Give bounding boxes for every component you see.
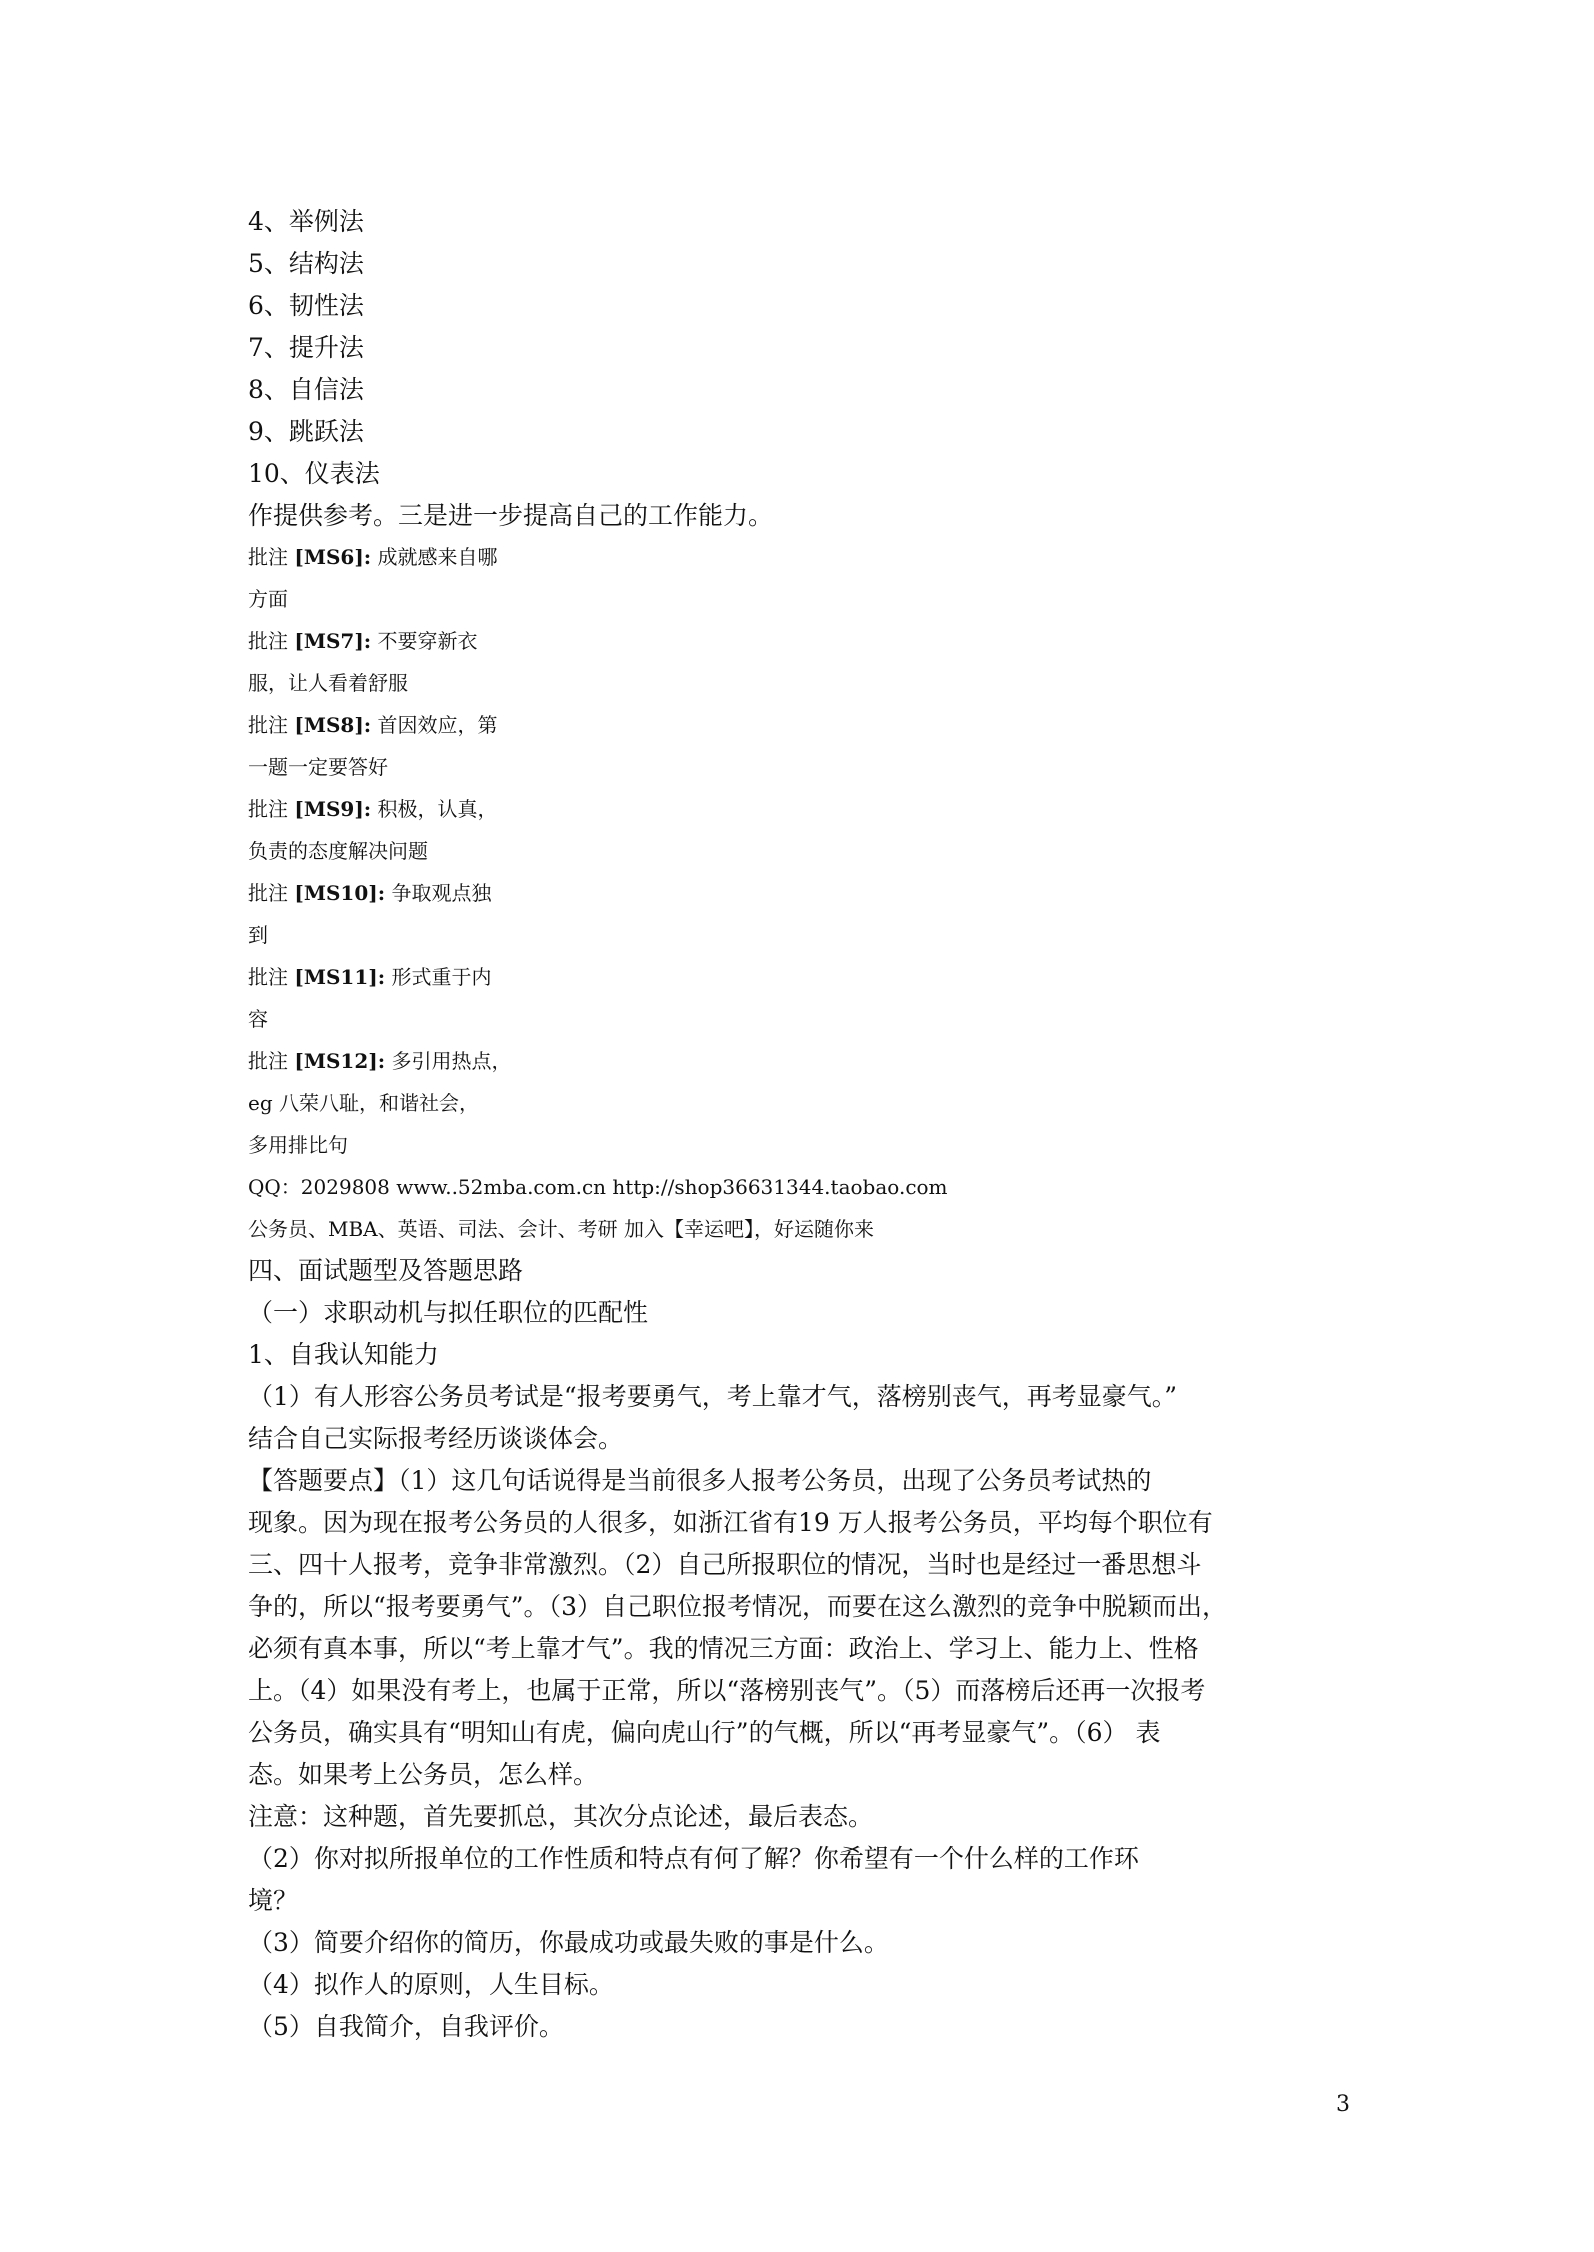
subsection-heading: （一）求职动机与拟任职位的匹配性 (248, 1298, 649, 1327)
paragraph-line: （1）有人形容公务员考试是“报考要勇气，考上靠才气，落榜别丧气，再考显豪气。” (248, 1382, 1177, 1411)
comment-ms8 (248, 709, 498, 738)
intro-tail-text: 作提供参考。三是进一步提高自己的工作能力。 (248, 501, 774, 530)
comment-text: eg 八荣八耻，和谐社会， (248, 1091, 479, 1115)
item-heading: 1、自我认知能力 (248, 1340, 439, 1369)
ad-slogan: 公务员、MBA、英语、司法、会计、考研 加入【幸运吧】，好运随你来 (248, 1217, 874, 1241)
comment-ms9 (248, 793, 498, 822)
comment-tag: [MS8]: (294, 713, 372, 737)
comment-ms10 (248, 877, 491, 906)
method-item: 10、仪表法 (248, 459, 380, 488)
comment-prefix: 批注 (248, 713, 288, 737)
comment-tag: [MS12]: (294, 1049, 386, 1073)
comment-ms11 (248, 961, 491, 990)
paragraph-line: （5）自我简介，自我评价。 (248, 2012, 564, 2041)
comment-text: 到 (248, 923, 268, 947)
comment-ms7 (248, 625, 478, 654)
section-heading: 四、面试题型及答题思路 (248, 1256, 524, 1285)
comment-text: 成就感来自哪 (377, 545, 498, 569)
comment-prefix: 批注 (248, 881, 288, 905)
comment-text: 积极，认真， (377, 797, 498, 821)
comment-text: 形式重于内 (391, 965, 492, 989)
paragraph-line: （3）简要介绍你的简历，你最成功或最失败的事是什么。 (248, 1928, 889, 1957)
comment-prefix: 批注 (248, 1049, 288, 1073)
comment-prefix: 批注 (248, 797, 288, 821)
method-item: 9、跳跃法 (248, 417, 364, 446)
paragraph-line: 结合自己实际报考经历谈谈体会。 (248, 1424, 624, 1453)
comment-text: 多用排比句 (248, 1133, 348, 1157)
method-item: 4、举例法 (248, 207, 364, 236)
comment-text: 多引用热点， (391, 1049, 512, 1073)
paragraph-line: 【答题要点】（1）这几句话说得是当前很多人报考公务员，出现了公务员考试热的 (248, 1466, 1152, 1495)
paragraph-line: （4）拟作人的原则，人生目标。 (248, 1970, 614, 1999)
comment-prefix: 批注 (248, 545, 288, 569)
method-item: 7、提升法 (248, 333, 364, 362)
method-item: 5、结构法 (248, 249, 364, 278)
comment-text: 争取观点独 (391, 881, 492, 905)
method-item: 6、韧性法 (248, 291, 364, 320)
comment-text: 服，让人看着舒服 (248, 671, 408, 695)
paragraph-line: 注意：这种题，首先要抓总，其次分点论述，最后表态。 (248, 1802, 874, 1831)
paragraph-line: 三、四十人报考，竞争非常激烈。（2）自己所报职位的情况，当时也是经过一番思想斗 (248, 1550, 1202, 1579)
ad-contact: QQ：2029808 www..52mba.com.cn http://shop36631344.taobao.com (248, 1175, 948, 1199)
comment-tag: [MS7]: (294, 629, 372, 653)
comment-prefix: 批注 (248, 965, 288, 989)
comment-ms6 (248, 541, 498, 570)
comment-prefix: 批注 (248, 629, 288, 653)
comment-tag: [MS11]: (294, 965, 386, 989)
paragraph-line: 上。（4）如果没有考上，也属于正常，所以“落榜别丧气”。（5）而落榜后还再一次报考 (248, 1676, 1206, 1705)
paragraph-line: 公务员，确实具有“明知山有虎，偏向虎山行”的气概，所以“再考显豪气”。（6） 表 (248, 1718, 1161, 1747)
comment-text: 容 (248, 1007, 268, 1031)
comment-text: 首因效应，第 (377, 713, 498, 737)
comment-text: 方面 (248, 587, 288, 611)
paragraph-line: （2）你对拟所报单位的工作性质和特点有何了解？你希望有一个什么样的工作环 (248, 1844, 1139, 1873)
comment-text: 一题一定要答好 (248, 755, 388, 779)
page-number: 3 (1336, 2092, 1350, 2117)
comment-text: 不要穿新衣 (377, 629, 478, 653)
paragraph-line: 态。如果考上公务员，怎么样。 (248, 1760, 599, 1789)
method-item: 8、自信法 (248, 375, 364, 404)
comment-tag: [MS10]: (294, 881, 386, 905)
paragraph-line: 现象。因为现在报考公务员的人很多，如浙江省有19 万人报考公务员，平均每个职位有 (248, 1508, 1213, 1537)
paragraph-line: 境？ (248, 1886, 299, 1915)
comment-tag: [MS6]: (294, 545, 372, 569)
comment-tag: [MS9]: (294, 797, 372, 821)
paragraph-line: 必须有真本事，所以“考上靠才气”。我的情况三方面：政治上、学习上、能力上、性格 (248, 1634, 1199, 1663)
paragraph-line: 争的，所以“报考要勇气”。（3）自己职位报考情况，而要在这么激烈的竞争中脱颖而出， (248, 1592, 1227, 1621)
comment-text: 负责的态度解决问题 (248, 839, 428, 863)
comment-ms12 (248, 1045, 511, 1074)
